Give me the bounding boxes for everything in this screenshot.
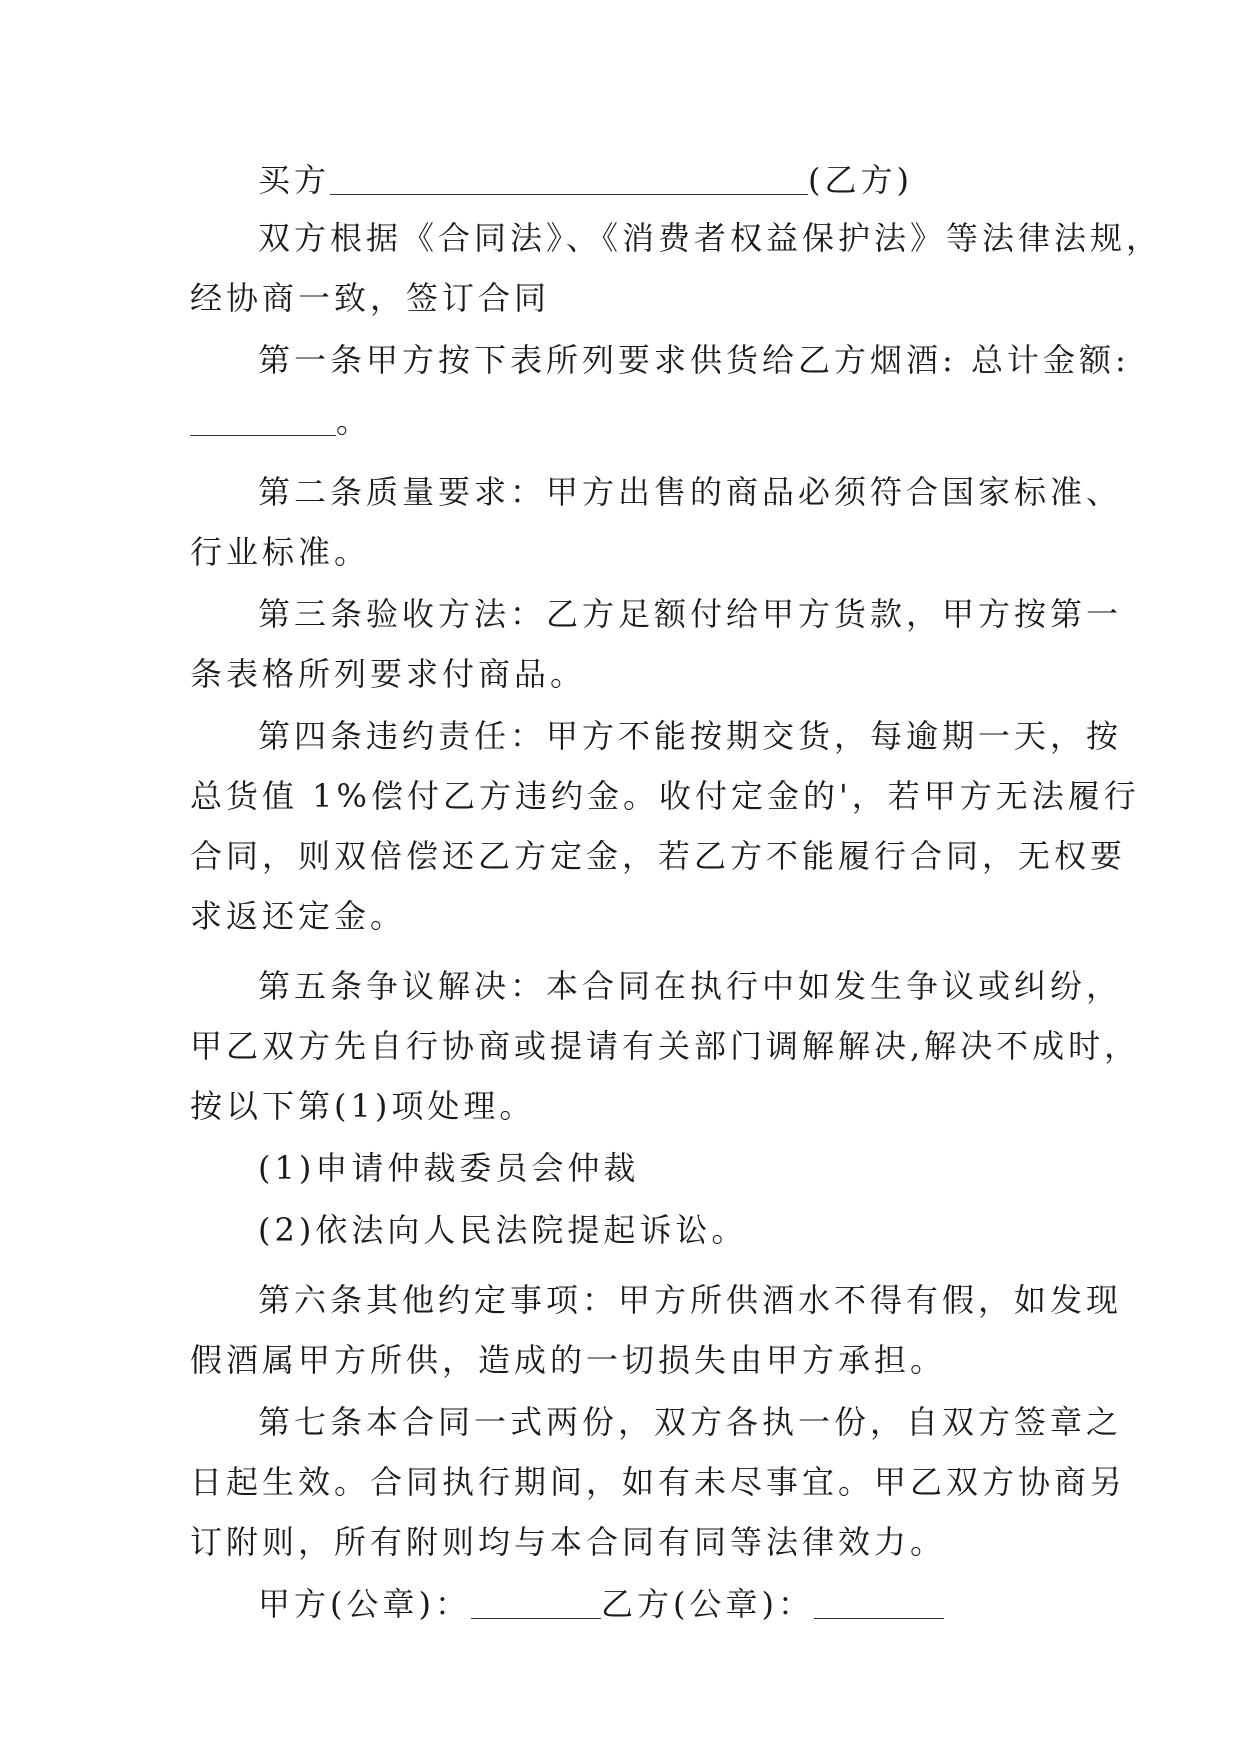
article6-line-2: 假酒属甲方所供，造成的一切损失由甲方承担。	[190, 1341, 947, 1379]
total-amount-blank	[190, 395, 336, 436]
article2-line-1: 第二条质量要求：甲方出售的商品必须符合国家标准、	[258, 473, 1123, 511]
buyer-label: 买方	[258, 161, 331, 199]
party-b-seal-blank	[814, 1578, 944, 1619]
article7-line-2: 日起生效。合同执行期间，如有未尽事宜。甲乙双方协商另	[190, 1463, 1127, 1501]
article1-end: 。	[336, 402, 373, 440]
buyer-blank	[330, 154, 808, 195]
article5-option-2: (2)依法向人民法院提起诉讼。	[258, 1211, 748, 1249]
article1-line-1: 第一条甲方按下表所列要求供货给乙方烟酒: 总计金额:	[258, 341, 1130, 379]
article4-line-4: 求返还定金。	[190, 897, 407, 935]
article4-line-2: 总货值 1%偿付乙方违约金。收付定金的'，若甲方无法履行	[190, 777, 1140, 815]
article5-line-2: 甲乙双方先自行协商或提请有关部门调解解决,解决不成时，	[190, 1027, 1141, 1065]
party-a-seal-label: 甲方(公章)：	[258, 1585, 471, 1623]
article7-line-3: 订附则，所有附则均与本合同有同等法律效力。	[190, 1523, 947, 1561]
party-a-seal-blank	[471, 1578, 601, 1619]
buyer-line	[190, 150, 1050, 206]
article2-line-2: 行业标准。	[190, 533, 371, 571]
article5-line-3: 按以下第(1)项处理。	[190, 1087, 536, 1125]
contract-page	[190, 150, 1163, 1634]
signature-line	[190, 1574, 1050, 1634]
article3-line-2: 条表格所列要求付商品。	[190, 655, 587, 693]
buyer-suffix: (乙方)	[808, 161, 913, 199]
article1-amount-line	[190, 390, 1050, 452]
article4-line-1: 第四条违约责任：甲方不能按期交货，每逾期一天，按	[258, 717, 1123, 755]
article7-line-1: 第七条本合同一式两份，双方各执一份，自双方签章之	[258, 1403, 1123, 1441]
article5-option-1: (1)申请仲裁委员会仲裁	[258, 1149, 640, 1187]
article3-line-1: 第三条验收方法：乙方足额付给甲方货款，甲方按第一	[258, 595, 1123, 633]
intro-line-2: 经协商一致，签订合同	[190, 279, 551, 317]
article5-line-1: 第五条争议解决：本合同在执行中如发生争议或纠纷，	[258, 967, 1123, 1005]
article4-line-3: 合同，则双倍偿还乙方定金，若乙方不能履行合同，无权要	[190, 837, 1127, 875]
party-b-seal-label: 乙方(公章)：	[600, 1585, 814, 1623]
article6-line-1: 第六条其他约定事项：甲方所供酒水不得有假，如发现	[258, 1281, 1123, 1319]
intro-line-1: 双方根据《合同法》、《消费者权益保护法》等法律法规，	[258, 219, 1163, 257]
